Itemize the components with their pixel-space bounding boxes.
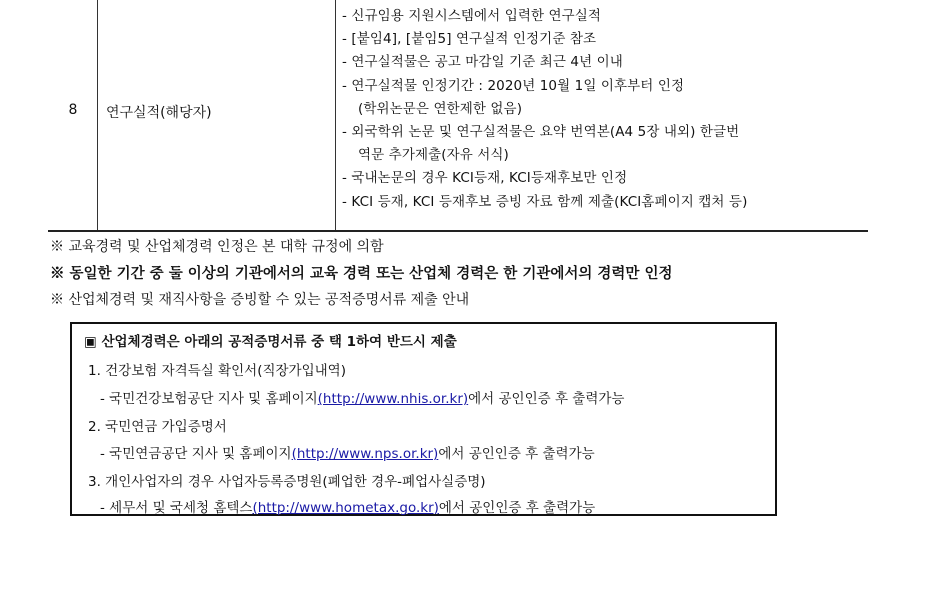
description-line: - KCI 등재, KCI 등재후보 증빙 자료 함께 제출(KCI홈페이지 캡처 등) bbox=[342, 193, 748, 210]
description-line: - 외국학위 논문 및 연구실적물은 요약 번역본(A4 5장 내외) 한글번 bbox=[342, 123, 740, 140]
nps-link[interactable]: (http://www.nps.or.kr) bbox=[291, 446, 439, 462]
doc-item-business-registration-detail bbox=[100, 496, 595, 516]
row-number: 8 bbox=[68, 102, 78, 118]
description-line: - 연구실적물 인정기간 : 2020년 10월 1일 이후부터 인정 bbox=[342, 77, 685, 94]
requirements-table bbox=[48, 0, 868, 232]
detail-text: - 세무서 및 국세청 홈텍스 bbox=[100, 500, 253, 516]
doc-item-health-insurance-detail bbox=[100, 387, 624, 407]
note-education-career: ※ 교육경력 및 산업체경력 인정은 본 대학 규정에 의함 bbox=[50, 239, 384, 255]
description-line: 역문 추가제출(자유 서식) bbox=[358, 147, 509, 164]
doc-item-national-pension: 2. 국민연금 가입증명서 bbox=[88, 419, 227, 435]
row-item-label: 연구실적(해당자) bbox=[106, 105, 212, 121]
description-line: - 신규임용 지원시스템에서 입력한 연구실적 bbox=[342, 8, 602, 24]
description-line: (학위논문은 연한제한 없음) bbox=[358, 100, 523, 117]
description-list bbox=[342, 5, 747, 214]
proof-documents-box bbox=[70, 322, 777, 516]
description-line: - [붙임4], [붙임5] 연구실적 인정기준 참조 bbox=[342, 31, 597, 48]
doc-item-health-insurance: 1. 건강보험 자격득실 확인서(직장가입내역) bbox=[88, 363, 346, 379]
description-line: - 국내논문의 경우 KCI등재, KCI등재후보만 인정 bbox=[342, 170, 628, 187]
detail-text: 에서 공인인증 후 출력가능 bbox=[438, 446, 595, 462]
doc-item-national-pension-detail bbox=[100, 442, 595, 462]
description-line: - 연구실적물은 공고 마감일 기준 최근 4년 이내 bbox=[342, 54, 623, 71]
nhis-link[interactable]: (http://www.nhis.or.kr) bbox=[317, 391, 469, 407]
detail-text: 에서 공인인증 후 출력가능 bbox=[438, 500, 596, 516]
hometax-link[interactable]: (http://www.hometax.go.kr) bbox=[252, 500, 439, 516]
note-overlap-career: ※ 동일한 기간 중 둘 이상의 기관에서의 교육 경력 또는 산업체 경력은 한 기관에서의 경력만 인정 bbox=[50, 265, 673, 282]
detail-text: - 국민건강보험공단 지사 및 홈페이지 bbox=[100, 391, 318, 407]
box-title: ▣ 산업체경력은 아래의 공적증명서류 중 택 1하여 반드시 제출 bbox=[84, 334, 457, 350]
detail-text: - 국민연금공단 지사 및 홈페이지 bbox=[100, 446, 292, 462]
note-proof-documents: ※ 산업체경력 및 재직사항을 증빙할 수 있는 공적증명서류 제출 안내 bbox=[50, 292, 470, 308]
doc-item-business-registration: 3. 개인사업자의 경우 사업자등록증명원(폐업한 경우-폐업사실증명) bbox=[88, 474, 486, 490]
detail-text: 에서 공인인증 후 출력가능 bbox=[468, 391, 625, 407]
